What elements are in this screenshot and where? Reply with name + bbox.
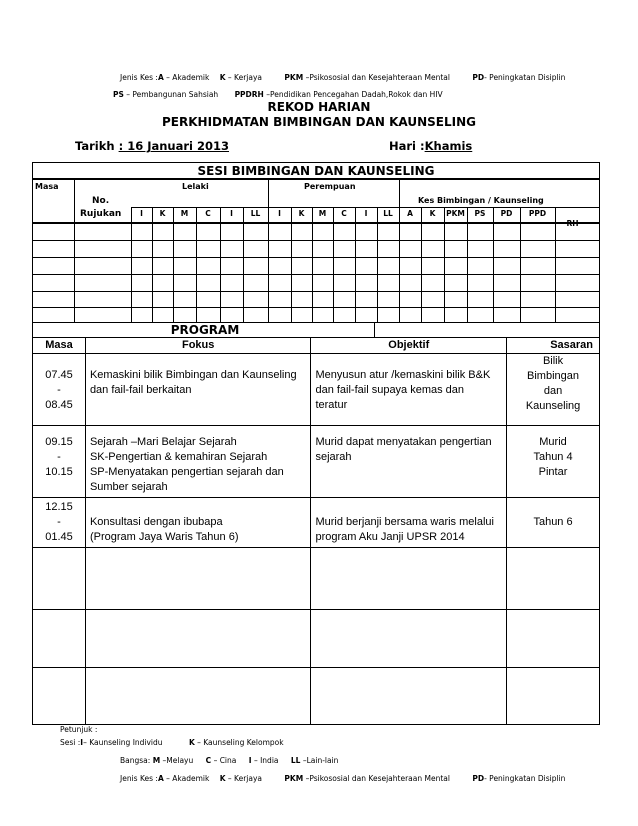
footer-sesi-label: Sesi : <box>60 738 81 747</box>
grid-line <box>74 179 75 322</box>
sesi-perempuan-header: Perempuan <box>304 182 356 191</box>
program-masa-line: 01.45 <box>45 531 73 543</box>
legend-desc: – Cina <box>213 756 237 765</box>
title-rekod-harian: REKOD HARIAN <box>267 100 371 114</box>
sesi-masa-header: Masa <box>35 182 59 191</box>
grid-line <box>196 207 197 322</box>
sesi-kes-header: Kes Bimbingan / Kaunseling <box>418 196 544 205</box>
legend-code: PKM <box>284 73 304 82</box>
legend-code: LL <box>290 756 301 765</box>
program-fokus-line <box>90 500 307 515</box>
program-objektif-line: teratur <box>315 399 348 411</box>
legend-desc: – Kaunseling Individu <box>83 738 163 747</box>
program-fokus <box>85 426 311 498</box>
legend-jenis-kes-bottom <box>120 774 565 783</box>
program-fokus-line: dan fail-fail berkaitan <box>89 384 192 396</box>
grid-line <box>32 307 600 308</box>
program-fokus-line: (Program Jaya Waris Tahun 6) <box>89 531 239 543</box>
sesi-col-label: M <box>318 209 327 218</box>
program-sasaran-line: Bimbingan <box>527 370 580 382</box>
sesi-col-label: PKM <box>446 209 465 218</box>
program-objektif <box>311 354 507 426</box>
program-header-row <box>33 338 600 354</box>
program-header-fokus: Fokus <box>85 338 311 354</box>
legend-desc: - Peningkatan Disiplin <box>484 73 566 82</box>
sesi-col-label: PS <box>474 209 486 218</box>
program-sasaran-line: Tahun 4 <box>533 451 573 463</box>
program-fokus-line: Konsultasi dengan ibubapa <box>89 516 223 528</box>
program-sasaran-line: Kaunseling <box>525 400 581 412</box>
grid-line <box>32 257 600 258</box>
sesi-rujukan-header: Rujukan <box>80 209 122 219</box>
grid-line <box>467 207 468 322</box>
legend-code: PKM <box>284 774 304 783</box>
legend-jenis-kes-top <box>120 73 565 82</box>
program-fokus <box>85 498 311 548</box>
sesi-col-label: K <box>429 209 436 218</box>
legend-desc: – Kerjaya <box>227 774 263 783</box>
sesi-col-label: A <box>407 209 413 218</box>
program-objektif-line: sejarah <box>315 451 352 463</box>
sesi-col-label: K <box>298 209 305 218</box>
program-objektif <box>311 426 507 498</box>
footer-petunjuk: Petunjuk : <box>60 725 98 734</box>
sesi-no-header: No. <box>92 196 110 206</box>
program-objektif <box>311 498 507 548</box>
grid-line <box>399 179 400 207</box>
legend-desc: – India <box>253 756 279 765</box>
program-objektif-line: dan fail-fail supaya kemas dan <box>315 384 465 396</box>
grid-line <box>312 207 313 322</box>
legend-code: PS <box>113 90 124 99</box>
sesi-col-label: I <box>364 209 368 218</box>
program-masa <box>33 498 86 548</box>
legend-code: A <box>157 73 164 82</box>
program-header-masa: Masa <box>33 338 86 354</box>
program-sasaran-line: Bilik <box>542 355 564 367</box>
program-objektif-line: program Aku Janji UPSR 2014 <box>315 531 465 543</box>
program-sasaran <box>507 426 600 498</box>
grid-line <box>32 223 600 224</box>
legend-label: Jenis Kes : <box>120 774 158 783</box>
program-objektif-line: Menyusun atur /kemaskini bilik B&K <box>315 369 491 381</box>
sesi-col-label: I <box>140 209 143 218</box>
program-fokus-line: SP-Menyatakan pengertian sejarah dan <box>89 466 284 478</box>
sesi-col-label: I <box>278 209 281 218</box>
program-fokus-line: Sejarah –Mari Belajar Sejarah <box>89 436 237 448</box>
legend-desc: – Akademik <box>166 774 210 783</box>
program-header-objektif: Objektif <box>311 338 507 354</box>
program-masa-line: 12.15 <box>45 501 73 513</box>
grid-line <box>291 207 292 322</box>
grid-line <box>220 207 221 322</box>
grid-line <box>32 274 600 275</box>
program-fokus <box>85 354 311 426</box>
grid-line <box>268 207 269 322</box>
legend-line2-top <box>113 90 443 99</box>
program-title-divider <box>374 322 375 338</box>
sesi-lelaki-header: Lelaki <box>182 182 209 191</box>
legend-code: A <box>157 774 164 783</box>
legend-code: I <box>248 756 252 765</box>
program-masa-line: 10.15 <box>45 466 73 478</box>
sesi-col-label: K <box>159 209 166 218</box>
program-sasaran-line: Tahun 6 <box>533 516 573 528</box>
footer-sesi <box>60 738 284 747</box>
grid-line <box>152 207 153 322</box>
sesi-title: SESI BIMBINGAN DAN KAUNSELING <box>197 164 435 178</box>
legend-code: K <box>188 738 195 747</box>
legend-desc: – Akademik <box>166 73 210 82</box>
legend-desc: –Psikososial dan Kesejahteraan Mental <box>305 73 450 82</box>
legend-desc: –Melayu <box>162 756 194 765</box>
program-sasaran-line: dan <box>543 385 563 397</box>
grid-line <box>173 207 174 322</box>
grid-line <box>520 207 521 322</box>
program-sasaran-line <box>511 500 595 515</box>
footer-bangsa-label: Bangsa: <box>120 756 151 765</box>
grid-line <box>32 240 600 241</box>
grid-line <box>555 207 556 322</box>
title-perkhidmatan: PERKHIDMATAN BIMBINGAN DAN KAUNSELING <box>162 115 476 129</box>
program-objektif-line: Murid dapat menyatakan pengertian <box>315 436 492 448</box>
program-fokus-line: SK-Pengertian & kemahiran Sejarah <box>89 451 268 463</box>
program-header-sasaran: Sasaran <box>507 338 600 354</box>
sesi-col-label: I <box>230 209 233 218</box>
hari-value: Khamis <box>424 139 473 153</box>
program-masa-line: 08.45 <box>45 399 73 411</box>
grid-line <box>377 207 378 322</box>
grid-line <box>493 207 494 322</box>
sesi-col-label: C <box>205 209 211 218</box>
grid-line <box>444 207 445 322</box>
sesi-col-label: LL <box>250 209 261 218</box>
grid-line <box>333 207 334 322</box>
program-fokus-line: Sumber sejarah <box>89 481 168 493</box>
grid-line <box>421 207 422 322</box>
sesi-col-label: PPD <box>528 209 547 218</box>
program-row-empty <box>33 668 600 725</box>
grid-line <box>131 207 600 208</box>
program-sasaran <box>507 354 600 426</box>
sesi-col-label: LL <box>383 209 393 218</box>
tarikh <box>75 139 229 153</box>
program-sasaran-line: Murid <box>539 436 567 448</box>
footer-bangsa <box>120 756 338 765</box>
grid-line <box>243 207 244 322</box>
grid-line <box>131 207 132 322</box>
legend-desc: – Kaunseling Kelompok <box>197 738 284 747</box>
program-objektif-line: Murid berjanji bersama waris melalui <box>315 516 494 528</box>
program-table <box>32 337 600 725</box>
program-row <box>33 354 600 426</box>
grid-line <box>268 179 269 207</box>
hari <box>389 139 472 153</box>
legend-label: Jenis Kes : <box>120 73 158 82</box>
sesi-col-label: PD <box>500 209 513 218</box>
program-fokus-line: Kemaskini bilik Bimbingan dan Kaunseling <box>89 369 297 381</box>
program-masa <box>33 426 86 498</box>
program-masa <box>33 354 86 426</box>
program-sasaran-line: Pintar <box>538 466 568 478</box>
legend-code: K <box>219 774 226 783</box>
legend-code: K <box>219 73 226 82</box>
grid-line <box>32 291 600 292</box>
program-row-empty <box>33 548 600 610</box>
program-row-empty <box>33 610 600 668</box>
legend-desc: – Kerjaya <box>227 73 263 82</box>
legend-desc: –Lain-lain <box>302 756 339 765</box>
program-masa-line: - <box>57 516 61 528</box>
legend-desc: - Peningkatan Disiplin <box>484 774 566 783</box>
tarikh-label: Tarikh <box>75 139 115 153</box>
program-sasaran <box>507 498 600 548</box>
legend-code: C <box>205 756 212 765</box>
program-masa-line: 09.15 <box>45 436 73 448</box>
legend-code: PD <box>472 774 485 783</box>
program-masa-line: - <box>57 384 61 396</box>
grid-line <box>355 207 356 322</box>
grid-line <box>399 207 400 322</box>
sesi-col-label: M <box>180 209 189 218</box>
legend-code: M <box>152 756 161 765</box>
program-masa-line: - <box>57 451 61 463</box>
legend-code: PPDRH <box>234 90 264 99</box>
legend-desc: –Psikososial dan Kesejahteraan Mental <box>305 774 450 783</box>
hari-label: Hari : <box>389 139 425 153</box>
sesi-col-label: C <box>341 209 347 218</box>
legend-code: I <box>80 738 84 747</box>
program-title: PROGRAM <box>170 323 240 337</box>
legend-desc: – Pembangunan Sahsiah <box>126 90 219 99</box>
program-row <box>33 426 600 498</box>
legend-code: PD <box>472 73 485 82</box>
program-masa-line: 07.45 <box>45 369 73 381</box>
program-objektif-line <box>315 500 502 515</box>
tarikh-value: : 16 Januari 2013 <box>118 139 230 153</box>
program-row <box>33 498 600 548</box>
legend-desc: –Pendidikan Pencegahan Dadah,Rokok dan HIV <box>266 90 443 99</box>
